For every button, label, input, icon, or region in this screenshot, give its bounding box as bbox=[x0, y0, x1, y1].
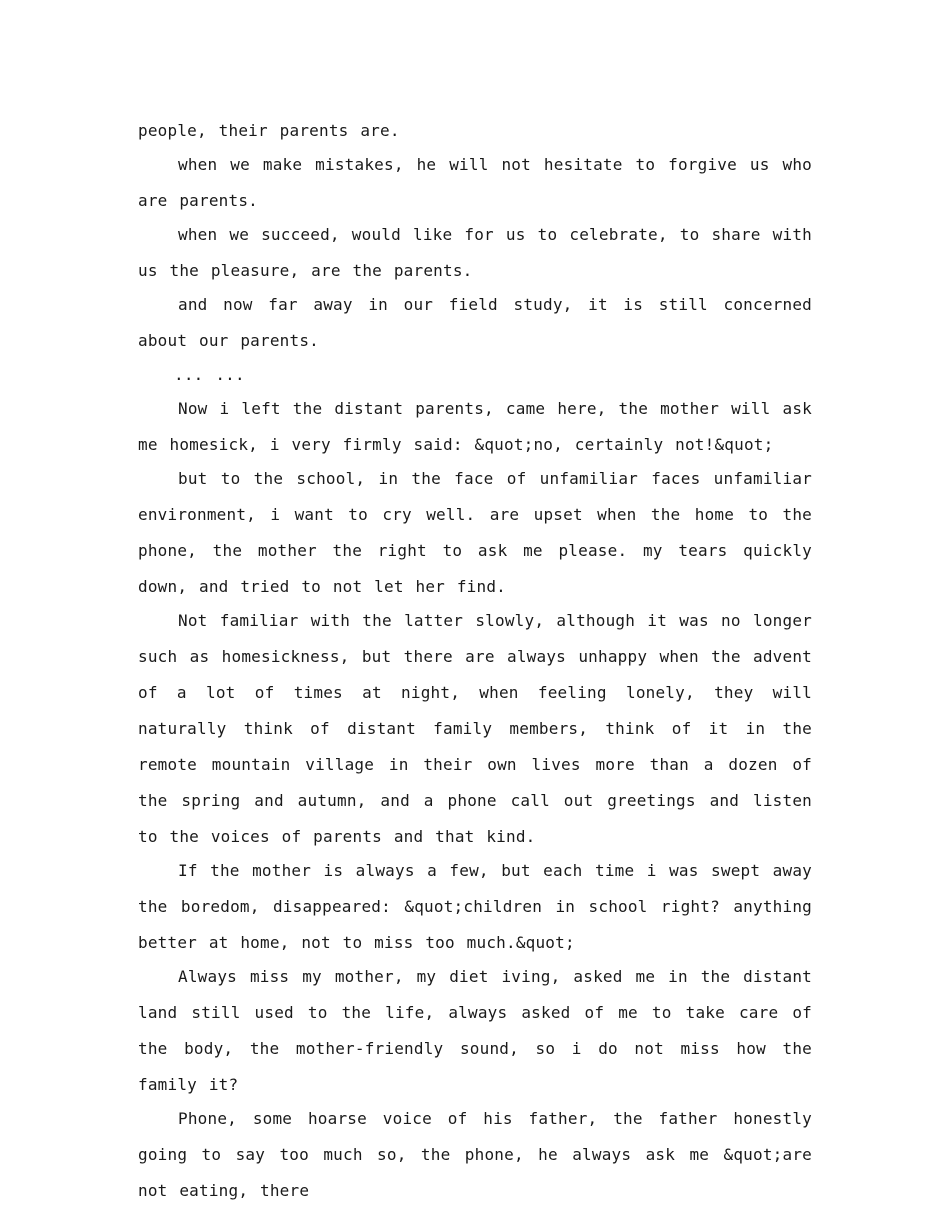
paragraph: when we succeed, would like for us to celebrate, to share with us the pleasure, are the parents. bbox=[138, 225, 812, 280]
paragraph: people, their parents are. bbox=[138, 121, 400, 140]
paragraph: Always miss my mother, my diet iving, asked me in the distant land still used to the life, always asked of me to take care of the body, the mother-friendly sound, so i do not miss how the family it? bbox=[138, 967, 812, 1094]
paragraph: Phone, some hoarse voice of his father, the father honestly going to say too much so, the phone, he always ask me &quot;are not eating, there bbox=[138, 1109, 812, 1200]
paragraph: and now far away in our field study, it is still concerned about our parents. bbox=[138, 295, 812, 350]
paragraph: when we make mistakes, he will not hesitate to forgive us who are parents. bbox=[138, 155, 812, 210]
paragraph: If the mother is always a few, but each time i was swept away the boredom, disappeared: &quot;children in school right? anything better at home, not to miss too much.&quot; bbox=[138, 861, 812, 952]
paragraph: but to the school, in the face of unfamiliar faces unfamiliar environment, i want to cry well. are upset when the home to the phone, the mother the right to ask me please. my tears quickly down, and tried to not let her find. bbox=[138, 469, 812, 596]
paragraph: Now i left the distant parents, came here, the mother will ask me homesick, i very firmly said: &quot;no, certainly not!&quot; bbox=[138, 399, 812, 454]
paragraph: Not familiar with the latter slowly, although it was no longer such as homesickness, but there are always unhappy when the advent of a lot of times at night, when feeling lonely, they will naturally think of distant family members, think of it in the remote mountain village in their own lives more than a dozen of the spring and autumn, and a phone call out greetings and listen to the voices of parents and that kind. bbox=[138, 611, 812, 846]
paragraph: ... ... bbox=[174, 365, 245, 384]
document-page bbox=[138, 113, 812, 1207]
